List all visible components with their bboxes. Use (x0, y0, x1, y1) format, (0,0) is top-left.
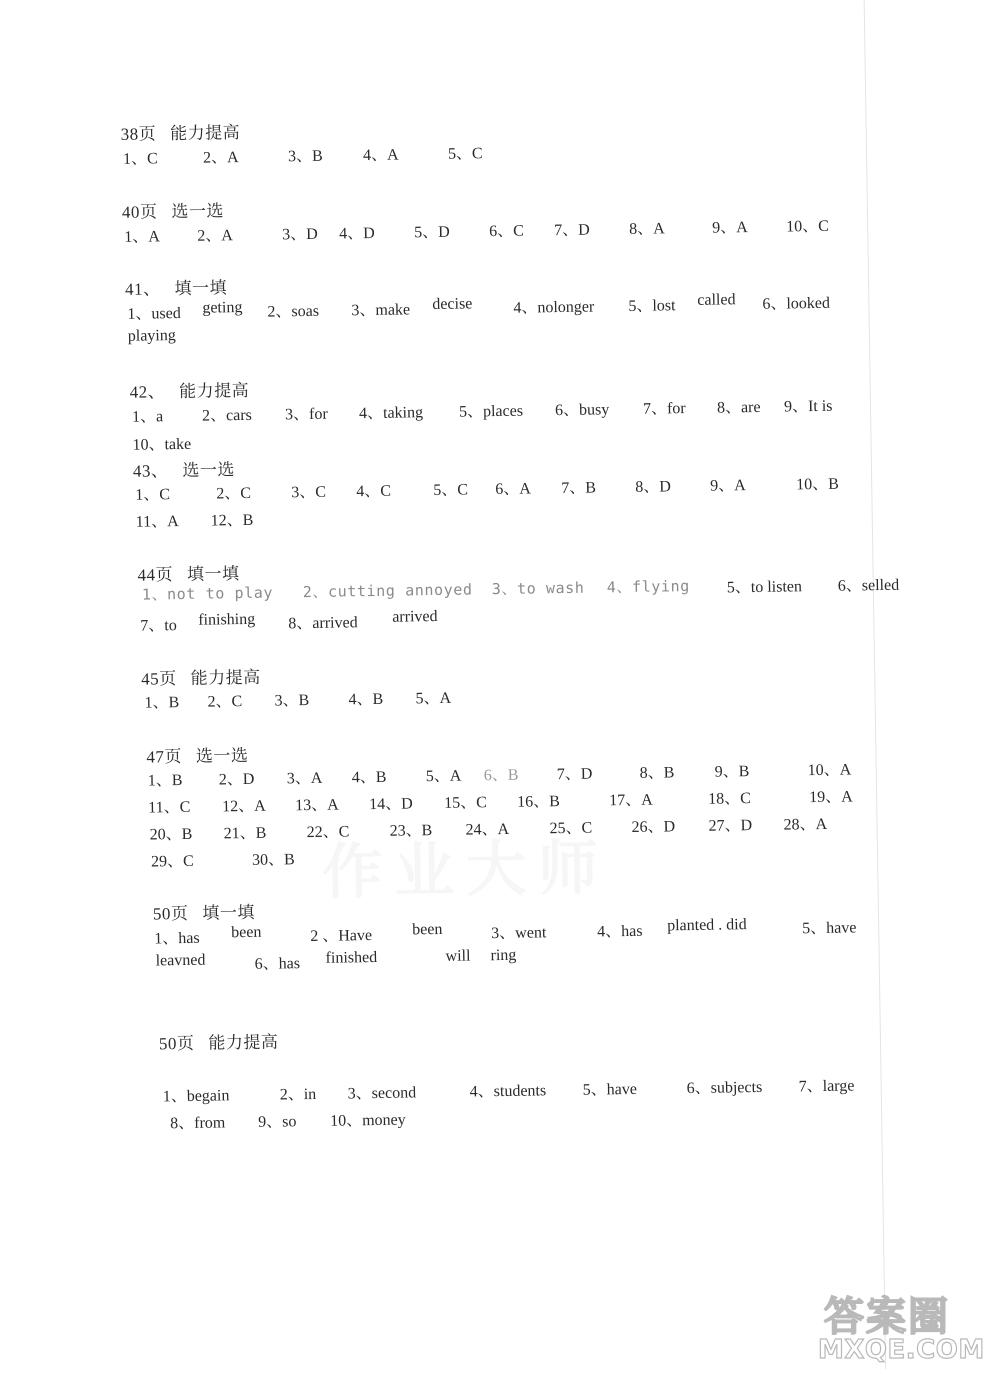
section-label: 选一选 (196, 746, 249, 766)
answer-item: 19、A (809, 783, 853, 807)
answer-item: 10、A (808, 757, 852, 781)
answer-item: 8、B (640, 759, 675, 783)
section-label: 能力提高 (191, 668, 261, 688)
answer-item: 26、D (631, 813, 675, 837)
answer-item: 4、flying (607, 575, 690, 597)
answer-item: 4、D (339, 220, 375, 244)
answer-item: 1、C (123, 145, 158, 169)
page-edge-line (864, 0, 887, 1369)
section-label: 填一填 (202, 903, 255, 923)
answer-item: 20、B (149, 821, 192, 845)
answer-item: 5、places (459, 398, 523, 422)
answer-item: 4、B (352, 764, 387, 788)
section-heading (120, 118, 240, 145)
answer-item: 6、B (484, 762, 519, 786)
answer-item: 7、B (561, 474, 596, 498)
answer-item: 3、make (351, 296, 410, 320)
section-page-number: 44页 (137, 565, 173, 585)
answer-item: 6、looked (762, 290, 830, 314)
answer-item: 28、A (783, 811, 827, 835)
answer-item: 24、A (465, 816, 509, 840)
section-heading (129, 376, 249, 403)
answer-item: 7、to (140, 612, 177, 636)
answer-item: 5、A (426, 763, 462, 787)
section-heading (146, 741, 248, 768)
section-heading (122, 196, 224, 223)
answer-item: 25、C (549, 815, 592, 839)
answer-item: 4、C (356, 478, 391, 502)
answer-item: 14、D (369, 790, 413, 814)
answer-item: 7、D (557, 761, 593, 785)
answer-item: 2、A (203, 144, 239, 168)
answer-item: 30、B (252, 846, 295, 870)
section-label: 能力提高 (208, 1033, 278, 1053)
answer-item: 2、in (280, 1081, 317, 1105)
answer-item: planted . did (667, 916, 747, 935)
answer-item: 3、B (274, 687, 309, 711)
answer-item: 4、B (348, 686, 383, 710)
answer-item: been (231, 924, 261, 942)
answer-item: called (697, 291, 735, 310)
answer-item: 6、A (495, 476, 531, 500)
answer-item: playing (128, 327, 176, 346)
answer-item: 5、C (448, 140, 483, 164)
answer-item: 11、A (136, 508, 179, 532)
answer-item: 2、soas (267, 298, 319, 322)
answer-item: been (412, 921, 442, 939)
section-label: 能力提高 (179, 381, 249, 401)
answer-item: 2、A (197, 222, 233, 246)
section-page-number: 43、 (133, 461, 169, 481)
answer-item: 6、selled (838, 572, 900, 596)
answer-item: 5、lost (628, 292, 675, 316)
answer-item: 29、C (151, 848, 194, 872)
answer-item: finished (325, 949, 377, 968)
section-heading (153, 898, 255, 925)
answer-item: 6、busy (555, 396, 610, 420)
answer-item: arrived (392, 608, 438, 627)
answer-item: 3、to wash (492, 577, 585, 599)
answer-item: 16、B (517, 788, 560, 812)
answer-item: 2、C (216, 480, 251, 504)
answer-item: 5、C (433, 476, 468, 500)
section-heading (141, 663, 261, 690)
answer-item: 4、students (470, 1077, 547, 1101)
answer-item: 1、used (127, 300, 181, 324)
answer-item: 8、are (717, 394, 761, 418)
answer-item: 2、C (207, 688, 242, 712)
answer-item: 6、C (489, 218, 524, 242)
answer-item: 1、A (124, 223, 160, 247)
section-page-number: 50页 (159, 1034, 195, 1054)
answer-item: 1、begain (163, 1082, 230, 1106)
section-heading (125, 273, 227, 300)
answer-item: geting (202, 299, 242, 318)
answer-item: 1、B (144, 689, 179, 713)
answer-item: 23、B (389, 817, 432, 841)
answer-item: 5、D (414, 219, 450, 243)
answer-item: 3、B (288, 143, 323, 167)
answer-item: 6、subjects (686, 1074, 762, 1098)
site-logo (818, 1285, 998, 1370)
answer-item: 1、has (154, 925, 200, 949)
answer-item: 2 、Have (310, 922, 372, 946)
answer-item: 10、take (132, 431, 191, 455)
section-heading (159, 1028, 279, 1055)
answer-item: 13、A (295, 792, 339, 816)
answer-item: 7、for (643, 395, 686, 419)
answer-item: 3、C (291, 479, 326, 503)
answer-item: 5、to listen (727, 573, 802, 597)
answer-item: 4、A (363, 142, 399, 166)
section-page-number: 50页 (153, 904, 189, 924)
answer-item: 4、nolonger (513, 293, 594, 317)
answer-item: 17、A (609, 787, 653, 811)
section-page-number: 47页 (146, 747, 182, 767)
answer-item: 12、A (222, 793, 266, 817)
section-heading (133, 455, 235, 482)
answer-item: 4、has (597, 918, 643, 942)
section-page-number: 41、 (125, 279, 161, 299)
section-label: 选一选 (182, 460, 235, 480)
answer-item: 1、not to play (142, 582, 273, 605)
section-page-number: 40页 (122, 202, 158, 222)
answer-item: 1、a (132, 403, 163, 426)
section-page-number: 38页 (120, 124, 156, 144)
answer-item: finishing (198, 611, 255, 630)
section-page-number: 42、 (130, 382, 166, 402)
answer-item: 8、from (170, 1109, 225, 1133)
answer-item: 3、D (282, 221, 318, 245)
answer-item: 15、C (444, 789, 487, 813)
answer-item: 4、taking (359, 399, 423, 423)
answer-item: 6、has (254, 950, 300, 974)
answer-item: 3、for (285, 401, 328, 425)
answer-item: 18、C (708, 785, 751, 809)
answer-item: 9、A (710, 472, 746, 496)
answer-item: 5、have (582, 1076, 637, 1100)
answer-item: 7、large (798, 1072, 854, 1096)
answer-item: 1、C (135, 481, 170, 505)
answer-item: 3、second (348, 1079, 417, 1103)
answer-item: 7、D (554, 217, 590, 241)
answer-sections (0, 0, 991, 8)
answer-item: 21、B (223, 820, 266, 844)
section-label: 填一填 (174, 278, 227, 298)
logo-text-top: 答案圈 (824, 1285, 950, 1342)
section-label: 能力提高 (170, 123, 240, 143)
answer-item: leavned (155, 952, 205, 971)
section-label: 选一选 (171, 201, 224, 221)
answer-item: 1、B (148, 767, 183, 791)
answer-item: 8、D (635, 473, 671, 497)
answer-item: 8、arrived (288, 609, 358, 633)
answer-item: 10、C (786, 213, 829, 237)
answer-item: 2、cars (202, 402, 252, 426)
answer-item: 8、A (629, 215, 665, 239)
answer-item: 10、B (796, 471, 839, 495)
answer-item: decise (432, 295, 472, 314)
answer-item: 9、so (258, 1108, 297, 1132)
answer-item: 9、It is (784, 393, 833, 417)
answer-item: 10、money (330, 1107, 406, 1131)
logo-text-bottom: MXQE.COM (818, 1335, 985, 1365)
answer-item: ring (490, 947, 516, 965)
section-page-number: 45页 (141, 669, 177, 689)
answer-item: 9、A (712, 214, 748, 238)
answer-item: 5、have (802, 914, 857, 938)
answer-item: 27、D (708, 812, 752, 836)
answer-item: 2、D (219, 766, 255, 790)
answer-item: 22、C (306, 818, 349, 842)
answer-item: will (445, 948, 470, 966)
answer-item: 5、A (415, 685, 451, 709)
answer-item: 9、B (715, 758, 750, 782)
answer-item: 3、A (287, 765, 323, 789)
section-label: 填一填 (187, 564, 240, 584)
answer-item: 2、cutting annoyed (303, 578, 473, 602)
answer-item: 3、went (491, 919, 546, 943)
answer-item: 12、B (211, 507, 254, 531)
answer-item: 11、C (148, 794, 190, 818)
